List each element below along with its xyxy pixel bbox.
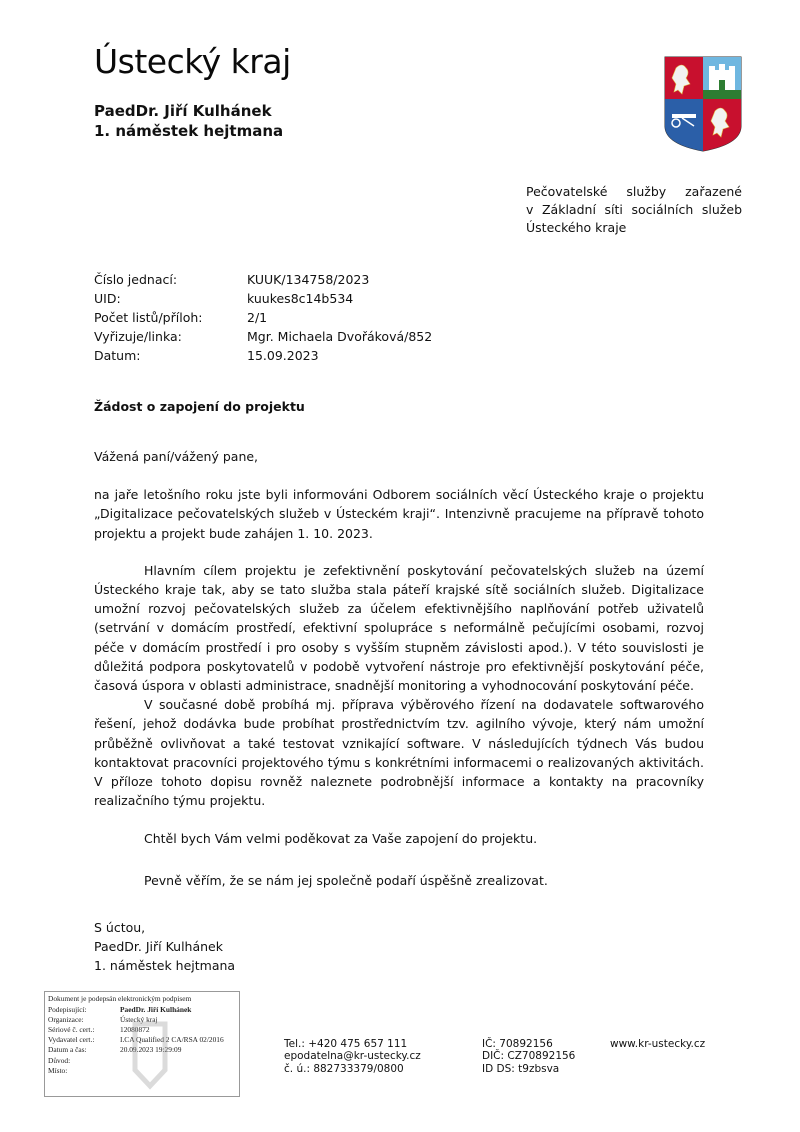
paragraph: V současné době probíhá mj. příprava výběrového řízení na dodavatele softwarového řešení, jehož dodávka bude probíhat prostřednictvím tzv. agilního vývoje, který nám umožní průběžně ovlivňovat a také testovat vznikající software. V následujících týdnech Vás budou kontaktovat pracovníci projektového týmu s konkrétními informacemi o realizovaných aktivitách. V příloze tohoto dopisu rovněž naleznete podrobnější informace a kontakty na pracovníky realizačního týmu projektu. <box>94 697 704 809</box>
reference-row <box>94 289 432 308</box>
stamp-header: Dokument je podepsán elektronickým podpisem <box>48 994 192 1003</box>
signer-role: 1. náměstek hejtmana <box>94 958 236 973</box>
recipient-line: v Základní síti sociálních služeb <box>526 202 742 217</box>
closing: S úctou, <box>94 920 146 935</box>
signature-watermark-icon <box>129 1020 171 1090</box>
stamp-label: Místo: <box>48 1065 68 1075</box>
stamp-label: Sériové č. cert.: <box>48 1025 95 1035</box>
stamp-value: 20.09.2023 19:29:09 <box>120 1045 182 1055</box>
reference-value: 2/1 <box>247 310 268 325</box>
footer-email: epodatelna@kr-ustecky.cz <box>284 1050 421 1063</box>
stamp-label: Organizace: <box>48 1015 84 1025</box>
paragraph: Hlavním cílem projektu je zefektivnění poskytování pečovatelských služeb na území Ústeckého kraje tak, aby se tato služba stala páteří krajské sítě sociálních služeb. Digitalizace umožní rozvoj pečovatelských služeb za účelem efektivnějšího naplňování potřeb uživatelů (setrvání v domácím prostředí, efektivní spolupráce s neformálně pečujícími osobami, rozvoj péče v domácím prostředí i pro osoby s vyšším stupněm závislosti apod.). V této souvislosti je důležitá podpora poskytovatelů v podobě vytvoření nástroje pro efektivnější poskytování péče, časová úspora v oblasti administrace, snadnější monitoring a vyhodnocování poskytování péče. <box>94 562 704 694</box>
footer-website: www.kr-ustecky.cz <box>610 1038 706 1050</box>
paragraph: na jaře letošního roku jste byli informováni Odborem sociálních věcí Ústeckého kraje o projektu „Digitalizace pečovatelských služeb v Ústeckém kraji“. Intenzivně pracujeme na přípravě tohoto projektu a projekt bude zahájen 1. 10. 2023. <box>94 487 704 541</box>
paragraph: Chtěl bych Vám velmi poděkovat za Vaše zapojení do projektu. <box>144 831 538 847</box>
reference-value: Mgr. Michaela Dvořáková/852 <box>247 329 433 344</box>
footer-data-box: ID DS: t9zbsva <box>482 1062 560 1075</box>
footer-phone: Tel.: +420 475 657 111 <box>284 1038 408 1050</box>
recipient-line: Pečovatelské služby zařazené <box>526 184 742 199</box>
reference-row <box>94 346 432 365</box>
signature-block <box>94 918 235 975</box>
reference-value: 15.09.2023 <box>247 348 319 363</box>
reference-label: UID: <box>94 291 121 306</box>
reference-value: kuukes8c14b534 <box>247 291 354 306</box>
footer-bank-account: č. ú.: 882733379/0800 <box>284 1062 404 1075</box>
reference-block <box>94 270 432 365</box>
stamp-value: I.CA Qualified 2 CA/RSA 02/2016 <box>120 1035 224 1045</box>
stamp-value: 12080872 <box>120 1025 150 1035</box>
stamp-label: Důvod: <box>48 1055 71 1065</box>
footer-contact <box>284 1038 421 1075</box>
footer-ids <box>482 1038 575 1075</box>
stamp-value: PaedDr. Jiří Kulhánek <box>120 1005 192 1015</box>
reference-label: Počet listů/příloh: <box>94 310 203 325</box>
reference-value: KUUK/134758/2023 <box>247 272 370 287</box>
signer-name: PaedDr. Jiří Kulhánek <box>94 939 223 954</box>
brand-title: Ústecký kraj <box>94 42 291 81</box>
salutation: Vážená paní/vážený pane, <box>94 449 259 464</box>
reference-row <box>94 327 432 346</box>
stamp-row <box>48 1005 236 1015</box>
stamp-value: Ústecký kraj <box>120 1015 158 1025</box>
stamp-label: Vydavatel cert.: <box>48 1035 95 1045</box>
footer-ico: IČ: 70892156 <box>482 1038 553 1050</box>
footer-dic: DIČ: CZ70892156 <box>482 1050 576 1063</box>
letter-subject: Žádost o zapojení do projektu <box>94 399 305 414</box>
recipient-address <box>526 183 742 237</box>
letter-body <box>94 447 704 912</box>
reference-label: Datum: <box>94 348 141 363</box>
paragraph: Pevně věřím, že se nám jej společně podaří úspěšně zrealizovat. <box>144 872 548 888</box>
reference-row <box>94 270 432 289</box>
reference-row <box>94 308 432 327</box>
electronic-signature-stamp <box>44 991 240 1097</box>
stamp-label: Datum a čas: <box>48 1045 87 1055</box>
reference-label: Číslo jednací: <box>94 272 178 287</box>
sender-name: PaedDr. Jiří Kulhánek <box>94 102 272 120</box>
coat-of-arms-icon <box>664 56 742 152</box>
sender-role: 1. náměstek hejtmana <box>94 122 284 140</box>
reference-label: Vyřizuje/linka: <box>94 329 182 344</box>
recipient-line: Ústeckého kraje <box>526 220 627 235</box>
stamp-label: Podepisující: <box>48 1005 87 1015</box>
